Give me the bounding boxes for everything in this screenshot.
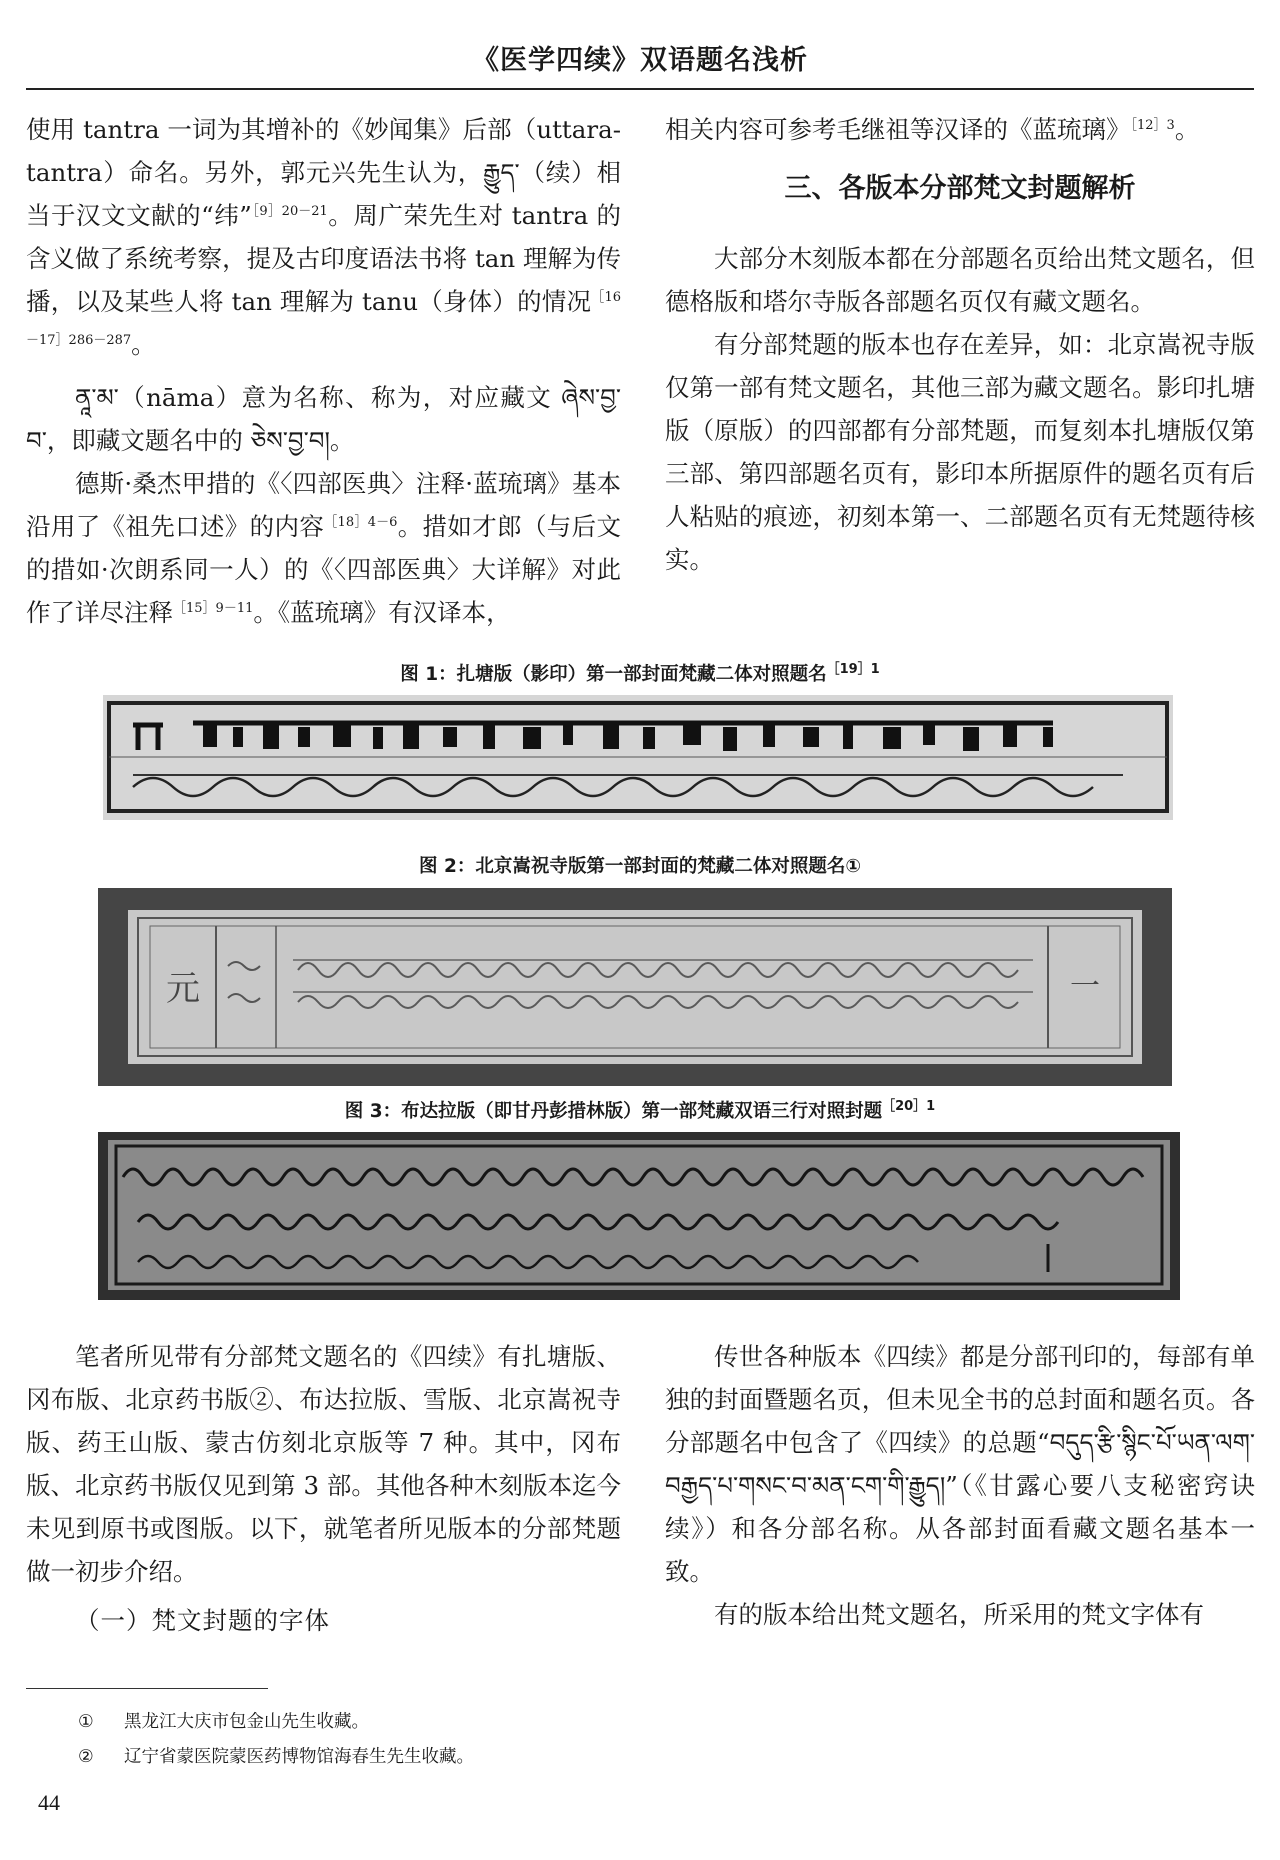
footnote: ① 黑龙江大庆市包金山先生收藏。 [78, 1712, 369, 1732]
citation: ［18］4－6 [324, 514, 398, 530]
citation: ［9］20－21 [251, 203, 328, 219]
paragraph: 使用 tantra 一词为其增补的《妙闻集》后部（uttara-tantra）命名。另外，郭元兴先生认为，རྒྱུད་（续）相当于汉文文献的“纬”$^{[9]20-21}$。周广荣先生对 tantra 的含义做了系统考察，提及古印度语法书将 tan 理解为传播，以及某些人将 tan 理解为 tanu（身体）的情况$^{[16-17]286-287}$。 [26, 115, 622, 359]
paragraph: 有分部梵题的版本也存在差异，如：北京嵩祝寺版仅第一部有梵文题名，其他三部为藏文题名。影印扎塘版（原版）的四部都有分部梵题，而复刻本扎塘版仅第三部、第四部题名页有，影印本所据原件的题名页有后人粘贴的痕迹，初刻本第一、二部题名页有无梵题待核实。 [665, 330, 1255, 574]
right-column-top [665, 108, 1255, 581]
figure-2-image [98, 888, 1172, 1086]
section-title: 三、各版本分部梵文封题解析 [784, 173, 1136, 204]
left-column-top [26, 108, 621, 634]
figure-3-image [98, 1132, 1180, 1300]
figure-1-image [103, 695, 1173, 820]
running-header: 《医学四续》双语题名浅析 [472, 45, 808, 76]
figure-2-right-label: 一 [1070, 969, 1100, 1004]
figure-2-left-label: 元 [166, 969, 200, 1009]
paragraph: ནཱ་མ་（nāma）意为名称、称为，对应藏文 ཞེས་བྱ་བ་，即藏文题名中的 ཅེས་བྱ་བ།。 [26, 383, 621, 455]
paragraph: 德斯·桑杰甲措的《〈四部医典〉注释·蓝琉璃》基本沿用了《祖先口述》的内容$^{[18]4-6}$。措如才郎（与后文的措如·次朗系同一人）的《〈四部医典〉大详解》对此作了详尽注释$^{[15]9-11}$。《蓝琉璃》有汉译本， [26, 469, 621, 627]
header-rule [26, 88, 1254, 90]
citation: ［15］9－11 [173, 600, 254, 616]
citation: ［16－17］286－287 [26, 289, 622, 348]
footnote: ② 辽宁省蒙医院蒙医药博物馆海春生先生收藏。 [78, 1747, 474, 1767]
figure-3-caption: 图 3：布达拉版（即甘丹彭措林版）第一部梵藏双语三行对照封题$^{[20]1}$ [344, 1098, 936, 1122]
subsection-heading: （一）梵文封题的字体 [75, 1606, 330, 1635]
paragraph: 有的版本给出梵文题名，所采用的梵文字体有 [714, 1600, 1204, 1629]
figure-2-caption: 图 2：北京嵩祝寺版第一部封面的梵藏二体对照题名① [419, 856, 861, 877]
figure-1-caption: 图 1：扎塘版（影印）第一部封面梵藏二体对照题名$^{[19]1}$ [400, 661, 880, 685]
page-number: 44 [38, 1790, 60, 1815]
paragraph: 大部分木刻版本都在分部题名页给出梵文题名，但德格版和塔尔寺版各部题名页仅有藏文题名。 [665, 244, 1255, 316]
footnote-rule [26, 1688, 268, 1689]
left-column-bottom [26, 1335, 621, 1642]
footnote-mark: ② [249, 1385, 275, 1414]
citation: ［12］3 [1130, 117, 1175, 133]
paragraph: 传世各种版本《四续》都是分部刊印的，每部有单独的封面暨题名页，但未见全书的总封面和题名页。各分部题名中包含了《四续》的总题“བདུད་རྩི་སྙིང་པོ་ཡན་ལག་བརྒྱད་པ་གསང་བ་མན་ངག་གི་རྒྱུད།”（《甘露心要八支秘密窍诀续》）和各分部名称。从各部封面看藏文题名基本一致。 [665, 1342, 1255, 1586]
paragraph: 笔者所见带有分部梵文题名的《四续》有扎塘版、冈布版、北京药书版②、布达拉版、雪版、北京嵩祝寺版、药王山版、蒙古仿刻北京版等 7 种。其中，冈布版、北京药书版仅见到第 3 部。其他各种木刻版本迄今未见到原书或图版。以下，就笔者所见版本的分部梵题做一初步介绍。 [26, 1342, 622, 1586]
right-column-bottom [665, 1335, 1255, 1636]
paragraph: 相关内容可参考毛继祖等汉译的《蓝琉璃》$^{[12]3}$。 [665, 115, 1200, 144]
